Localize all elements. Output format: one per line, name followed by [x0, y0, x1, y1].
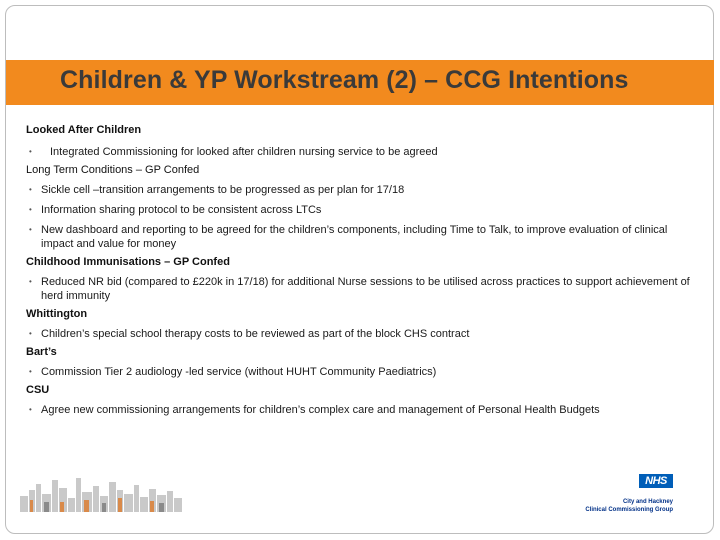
section-heading-barts: Bart’s [26, 346, 57, 358]
list-item-text: Children’s special school therapy costs to be reviewed as part of the block CHS contract [41, 328, 470, 340]
list-item [26, 365, 696, 379]
list-item [26, 403, 696, 417]
bullet-list-barts [26, 365, 696, 379]
bullet-icon: • [29, 405, 32, 414]
bullet-icon: • [29, 205, 32, 214]
ccg-name-line2: Clinical Commissioning Group [585, 507, 673, 513]
section-heading-csu: CSU [26, 384, 50, 396]
ccg-logo [575, 472, 685, 518]
list-item-text: Commission Tier 2 audiology -led service (without HUHT Community Paediatrics) [41, 366, 437, 378]
section-heading-long-term-conditions: Long Term Conditions – GP Confed [26, 164, 200, 176]
section-heading-whittington: Whittington [26, 308, 88, 320]
section-heading-looked-after-children: Looked After Children [26, 124, 142, 136]
list-item-text: Integrated Commissioning for looked after children nursing service to be agreed [50, 146, 438, 158]
bullet-icon: • [29, 185, 32, 194]
nhs-badge: NHS [639, 474, 673, 488]
list-item [26, 223, 696, 251]
list-item [26, 183, 696, 197]
bullet-list-csu [26, 403, 696, 417]
ccg-name-line1: City and Hackney [622, 499, 673, 505]
bullet-list-whittington [26, 327, 696, 341]
city-skyline-icon [20, 476, 182, 512]
list-item [26, 275, 696, 303]
list-item-text: New dashboard and reporting to be agreed for the children’s components, including Time to Talk, to improve evaluation of clinical impact and value for money [41, 224, 668, 250]
bullet-icon: • [29, 147, 32, 156]
slide-content [26, 123, 696, 417]
bullet-icon: • [29, 367, 32, 376]
list-item [26, 145, 696, 159]
list-item-text: Agree new commissioning arrangements for children’s complex care and management of Personal Health Budgets [41, 404, 600, 416]
bullet-list-long-term-conditions [26, 183, 696, 251]
slide-title: Children & YP Workstream (2) – CCG Intentions [60, 66, 629, 94]
bullet-icon: • [29, 225, 32, 234]
list-item-text: Reduced NR bid (compared to £220k in 17/18) for additional Nurse sessions to be utilised across practices to support achievement of herd immunity [41, 276, 690, 302]
bullet-icon: • [29, 277, 32, 286]
list-item-text: Sickle cell –transition arrangements to be progressed as per plan for 17/18 [41, 184, 405, 196]
section-heading-childhood-immunisations: Childhood Immunisations – GP Confed [26, 256, 230, 268]
list-item [26, 203, 696, 217]
list-item [26, 327, 696, 341]
bullet-icon: • [29, 329, 32, 338]
bullet-list-looked-after-children [26, 145, 696, 159]
bullet-list-childhood-immunisations [26, 275, 696, 303]
list-item-text: Information sharing protocol to be consistent across LTCs [41, 204, 322, 216]
